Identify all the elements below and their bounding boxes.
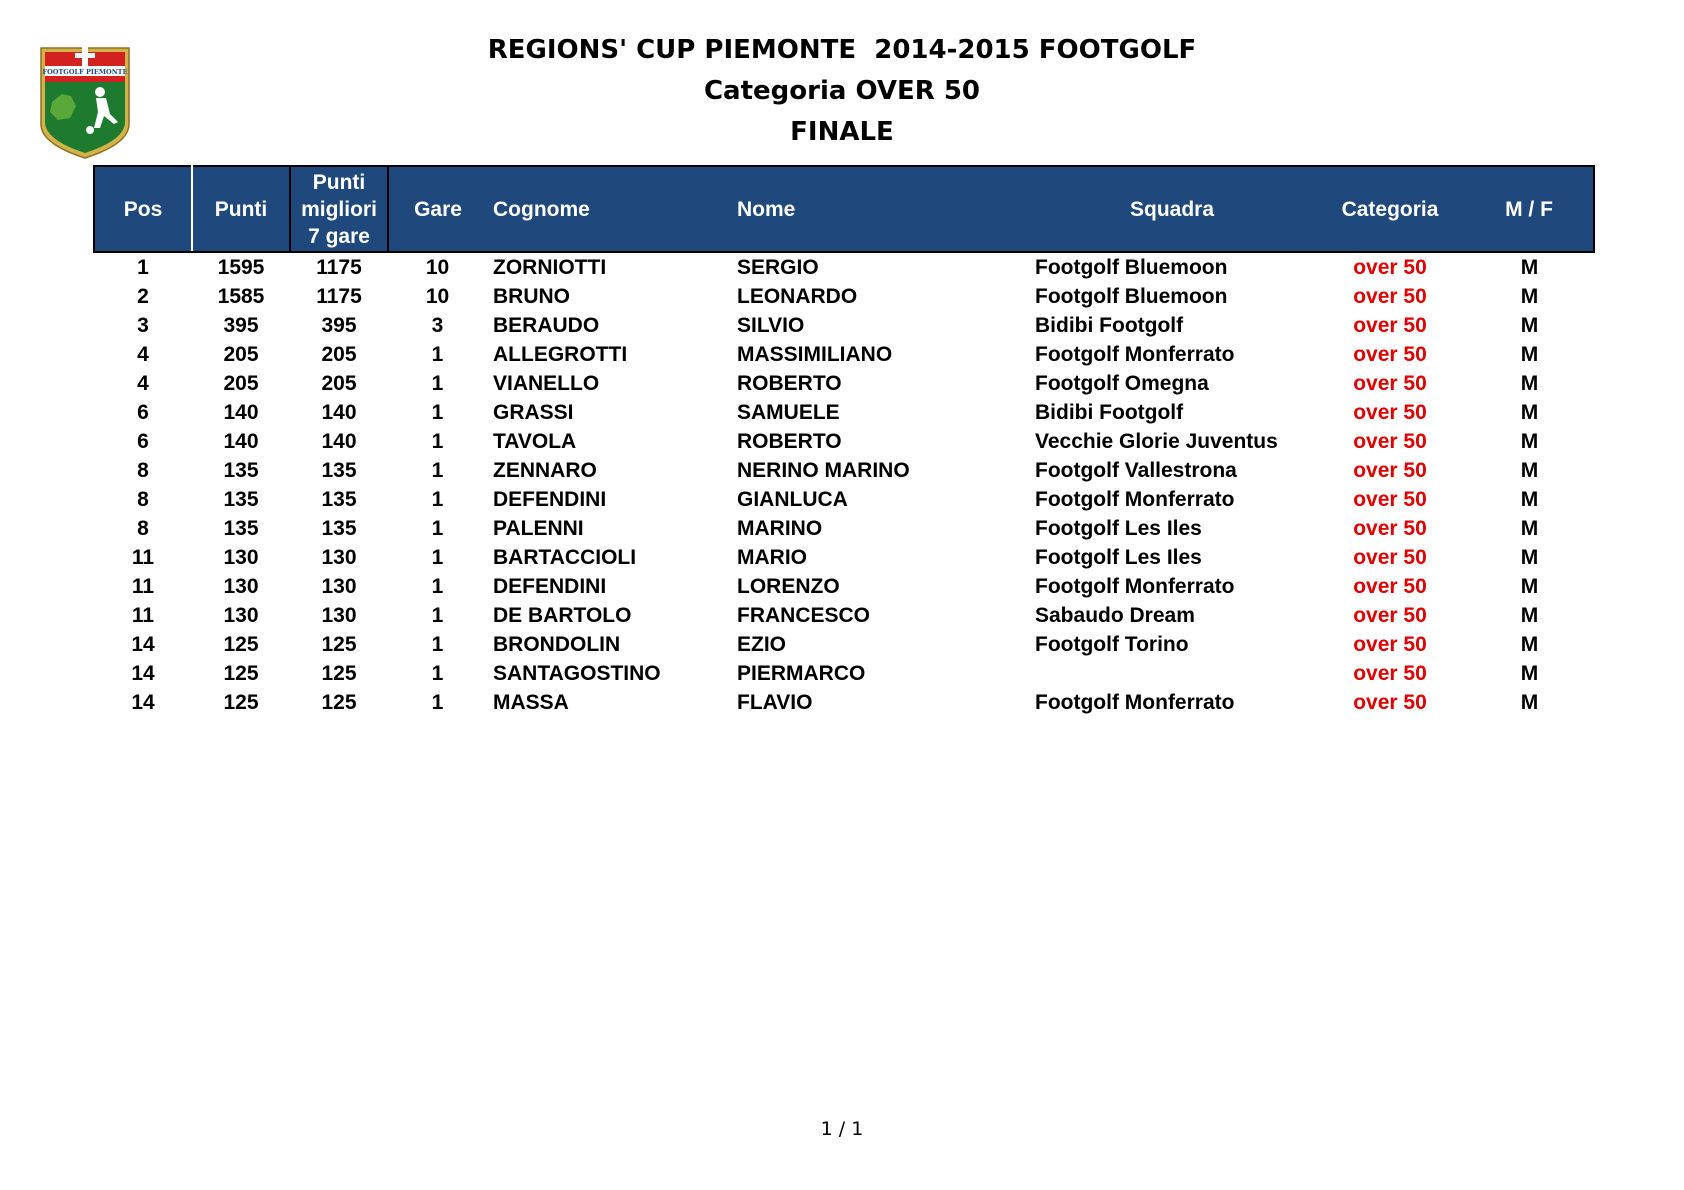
cell-gare: 1 — [431, 632, 444, 656]
table-row — [94, 659, 1594, 688]
col-header-cognome: Cognome — [487, 166, 731, 252]
cell-gare: 1 — [431, 458, 444, 482]
table-row — [94, 427, 1594, 456]
cell-mf: M — [1520, 690, 1539, 714]
cell-nome: NERINO MARINO — [737, 458, 910, 482]
cell-categoria: over 50 — [1353, 429, 1427, 453]
cell-punti: 135 — [223, 458, 259, 482]
cell-squadra: Footgolf Les Iles — [1035, 545, 1202, 569]
cell-mf: M — [1520, 371, 1539, 395]
cell-punti-migliori: 205 — [321, 371, 357, 395]
cell-cognome: DE BARTOLO — [493, 603, 632, 627]
cell-punti-migliori: 130 — [321, 574, 357, 598]
cell-nome: MARIO — [737, 545, 807, 569]
cell-gare: 10 — [425, 255, 450, 279]
cell-cognome: SANTAGOSTINO — [493, 661, 661, 685]
cell-punti: 125 — [223, 632, 259, 656]
cell-cognome: ZENNARO — [493, 458, 597, 482]
cell-squadra: Footgolf Les Iles — [1035, 516, 1202, 540]
cell-nome: ROBERTO — [737, 429, 842, 453]
cell-punti: 140 — [223, 400, 259, 424]
cell-punti: 125 — [223, 661, 259, 685]
cell-pos: 14 — [131, 632, 155, 656]
cell-categoria: over 50 — [1353, 603, 1427, 627]
cell-punti: 125 — [223, 690, 259, 714]
cell-punti-migliori: 140 — [321, 429, 357, 453]
cell-nome: GIANLUCA — [737, 487, 848, 511]
cell-pos: 14 — [131, 690, 155, 714]
cell-categoria: over 50 — [1353, 487, 1427, 511]
table-row — [94, 601, 1594, 630]
table-row — [94, 572, 1594, 601]
cell-categoria: over 50 — [1353, 661, 1427, 685]
cell-gare: 1 — [431, 342, 444, 366]
cell-squadra: Footgolf Bluemoon — [1035, 255, 1228, 279]
cell-mf: M — [1520, 574, 1539, 598]
cell-pos: 14 — [131, 661, 155, 685]
cell-punti-migliori: 125 — [321, 690, 357, 714]
cell-pos: 2 — [137, 284, 149, 308]
cell-squadra: Sabaudo Dream — [1035, 603, 1195, 627]
col-header-mf: M / F — [1465, 166, 1594, 252]
cell-punti: 130 — [223, 574, 259, 598]
cell-squadra: Footgolf Omegna — [1035, 371, 1209, 395]
cell-pos: 1 — [137, 255, 149, 279]
cell-punti: 395 — [223, 313, 259, 337]
cell-nome: MASSIMILIANO — [737, 342, 893, 366]
col-header-nome: Nome — [731, 166, 1029, 252]
cell-cognome: DEFENDINI — [493, 487, 607, 511]
document-title: REGIONS' CUP PIEMONTE 2014-2015 FOOTGOLF — [487, 35, 1197, 65]
cell-punti-migliori: 125 — [321, 661, 357, 685]
cell-pos: 8 — [137, 487, 149, 511]
col-header-gare: Gare — [388, 166, 487, 252]
cell-mf: M — [1520, 458, 1539, 482]
cell-punti-migliori: 125 — [321, 632, 357, 656]
cell-squadra: Footgolf Monferrato — [1035, 487, 1235, 511]
page-number: 1 / 1 — [820, 1118, 864, 1140]
cell-gare: 10 — [425, 284, 450, 308]
cell-cognome: ZORNIOTTI — [493, 255, 607, 279]
cell-nome: SERGIO — [737, 255, 819, 279]
col-header-pos: Pos — [94, 166, 192, 252]
cell-gare: 1 — [431, 516, 444, 540]
col-header-categoria: Categoria — [1315, 166, 1465, 252]
cell-punti: 140 — [223, 429, 259, 453]
cell-mf: M — [1520, 487, 1539, 511]
cell-punti-migliori: 140 — [321, 400, 357, 424]
cell-nome: PIERMARCO — [737, 661, 866, 685]
cell-pos: 6 — [137, 429, 149, 453]
cell-mf: M — [1520, 342, 1539, 366]
cell-categoria: over 50 — [1353, 632, 1427, 656]
cell-squadra: Footgolf Vallestrona — [1035, 458, 1237, 482]
standings-body — [94, 252, 1594, 717]
standings-table — [93, 165, 1595, 717]
cell-pos: 11 — [131, 603, 155, 627]
cell-categoria: over 50 — [1353, 690, 1427, 714]
cell-nome: EZIO — [737, 632, 787, 656]
cell-mf: M — [1520, 545, 1539, 569]
cell-cognome: BRONDOLIN — [493, 632, 621, 656]
col-header-punti-migliori-line3: 7 gare — [308, 224, 370, 248]
cell-cognome: GRASSI — [493, 400, 574, 424]
table-row — [94, 456, 1594, 485]
document-stage: FINALE — [790, 117, 894, 147]
table-row — [94, 630, 1594, 659]
cell-mf: M — [1520, 632, 1539, 656]
table-row — [94, 398, 1594, 427]
cell-pos: 8 — [137, 516, 149, 540]
cell-nome: SAMUELE — [737, 400, 840, 424]
table-row — [94, 543, 1594, 572]
cell-nome: MARINO — [737, 516, 823, 540]
logo-text: FOOTGOLF PIEMONTE — [42, 68, 128, 76]
cell-categoria: over 50 — [1353, 400, 1427, 424]
cell-mf: M — [1520, 313, 1539, 337]
cell-mf: M — [1520, 603, 1539, 627]
cell-punti-migliori: 130 — [321, 603, 357, 627]
header-row — [94, 166, 1594, 252]
cell-mf: M — [1520, 284, 1539, 308]
cell-cognome: TAVOLA — [493, 429, 577, 453]
cell-categoria: over 50 — [1353, 516, 1427, 540]
cell-punti: 130 — [223, 603, 259, 627]
cell-cognome: BRUNO — [493, 284, 570, 308]
cell-punti-migliori: 1175 — [316, 255, 362, 279]
cell-mf: M — [1520, 661, 1539, 685]
cell-nome: LEONARDO — [737, 284, 858, 308]
cell-gare: 1 — [431, 574, 444, 598]
col-header-punti-migliori-line2: migliori — [301, 197, 377, 221]
cell-nome: FRANCESCO — [737, 603, 871, 627]
table-row — [94, 282, 1594, 311]
cell-gare: 1 — [431, 603, 444, 627]
cell-punti: 205 — [223, 371, 259, 395]
cell-gare: 1 — [431, 429, 444, 453]
cell-punti-migliori: 205 — [321, 342, 357, 366]
col-header-squadra: Squadra — [1029, 166, 1315, 252]
cell-gare: 1 — [431, 661, 444, 685]
cell-pos: 11 — [131, 574, 155, 598]
table-row — [94, 688, 1594, 717]
cell-categoria: over 50 — [1353, 371, 1427, 395]
table-row — [94, 340, 1594, 369]
cell-gare: 1 — [431, 545, 444, 569]
cell-pos: 11 — [131, 545, 155, 569]
col-header-punti-migliori-line1: Punti — [312, 170, 366, 194]
cell-punti-migliori: 1175 — [316, 284, 362, 308]
cell-gare: 3 — [431, 313, 444, 337]
cell-squadra: Footgolf Monferrato — [1035, 574, 1235, 598]
cell-pos: 8 — [137, 458, 149, 482]
cell-nome: LORENZO — [737, 574, 840, 598]
cell-pos: 3 — [137, 313, 149, 337]
cell-squadra: Footgolf Monferrato — [1035, 690, 1235, 714]
cell-squadra: Bidibi Footgolf — [1035, 400, 1184, 424]
cell-squadra: Footgolf Bluemoon — [1035, 284, 1228, 308]
cell-mf: M — [1520, 400, 1539, 424]
cell-nome: FLAVIO — [737, 690, 813, 714]
table-row — [94, 485, 1594, 514]
cell-squadra: Bidibi Footgolf — [1035, 313, 1184, 337]
cell-pos: 4 — [137, 342, 149, 366]
cell-gare: 1 — [431, 371, 444, 395]
document-header — [0, 30, 1684, 153]
cell-nome: SILVIO — [737, 313, 805, 337]
cell-cognome: MASSA — [493, 690, 569, 714]
cell-cognome: ALLEGROTTI — [493, 342, 628, 366]
cell-mf: M — [1520, 255, 1539, 279]
cell-pos: 4 — [137, 371, 149, 395]
cell-nome: ROBERTO — [737, 371, 842, 395]
cell-punti: 205 — [223, 342, 259, 366]
cell-punti-migliori: 135 — [321, 458, 357, 482]
cell-categoria: over 50 — [1353, 458, 1427, 482]
cell-squadra — [1029, 659, 1315, 688]
cell-cognome: BERAUDO — [493, 313, 600, 337]
cell-punti: 130 — [223, 545, 259, 569]
col-header-punti-migliori — [290, 166, 388, 252]
cell-punti-migliori: 395 — [321, 313, 357, 337]
cell-punti: 135 — [223, 487, 259, 511]
cell-squadra: Vecchie Glorie Juventus — [1035, 429, 1278, 453]
cell-punti: 1595 — [217, 255, 265, 279]
table-row — [94, 311, 1594, 340]
cell-categoria: over 50 — [1353, 574, 1427, 598]
cell-squadra: Footgolf Torino — [1035, 632, 1189, 656]
table-row — [94, 514, 1594, 543]
cell-categoria: over 50 — [1353, 545, 1427, 569]
cell-cognome: BARTACCIOLI — [493, 545, 637, 569]
cell-categoria: over 50 — [1353, 342, 1427, 366]
cell-gare: 1 — [431, 400, 444, 424]
cell-cognome: VIANELLO — [493, 371, 600, 395]
col-header-punti: Punti — [192, 166, 290, 252]
cell-cognome: DEFENDINI — [493, 574, 607, 598]
cell-mf: M — [1520, 429, 1539, 453]
cell-cognome: PALENNI — [493, 516, 584, 540]
cell-punti: 135 — [223, 516, 259, 540]
cell-mf: M — [1520, 516, 1539, 540]
cell-punti: 1585 — [217, 284, 265, 308]
cell-pos: 6 — [137, 400, 149, 424]
cell-categoria: over 50 — [1353, 313, 1427, 337]
cell-squadra: Footgolf Monferrato — [1035, 342, 1235, 366]
cell-punti-migliori: 135 — [321, 516, 357, 540]
table-row — [94, 252, 1594, 282]
document-subtitle: Categoria OVER 50 — [703, 76, 981, 106]
cell-categoria: over 50 — [1353, 284, 1427, 308]
cell-punti-migliori: 135 — [321, 487, 357, 511]
cell-punti-migliori: 130 — [321, 545, 357, 569]
cell-categoria: over 50 — [1353, 255, 1427, 279]
table-row — [94, 369, 1594, 398]
cell-gare: 1 — [431, 487, 444, 511]
cell-gare: 1 — [431, 690, 444, 714]
